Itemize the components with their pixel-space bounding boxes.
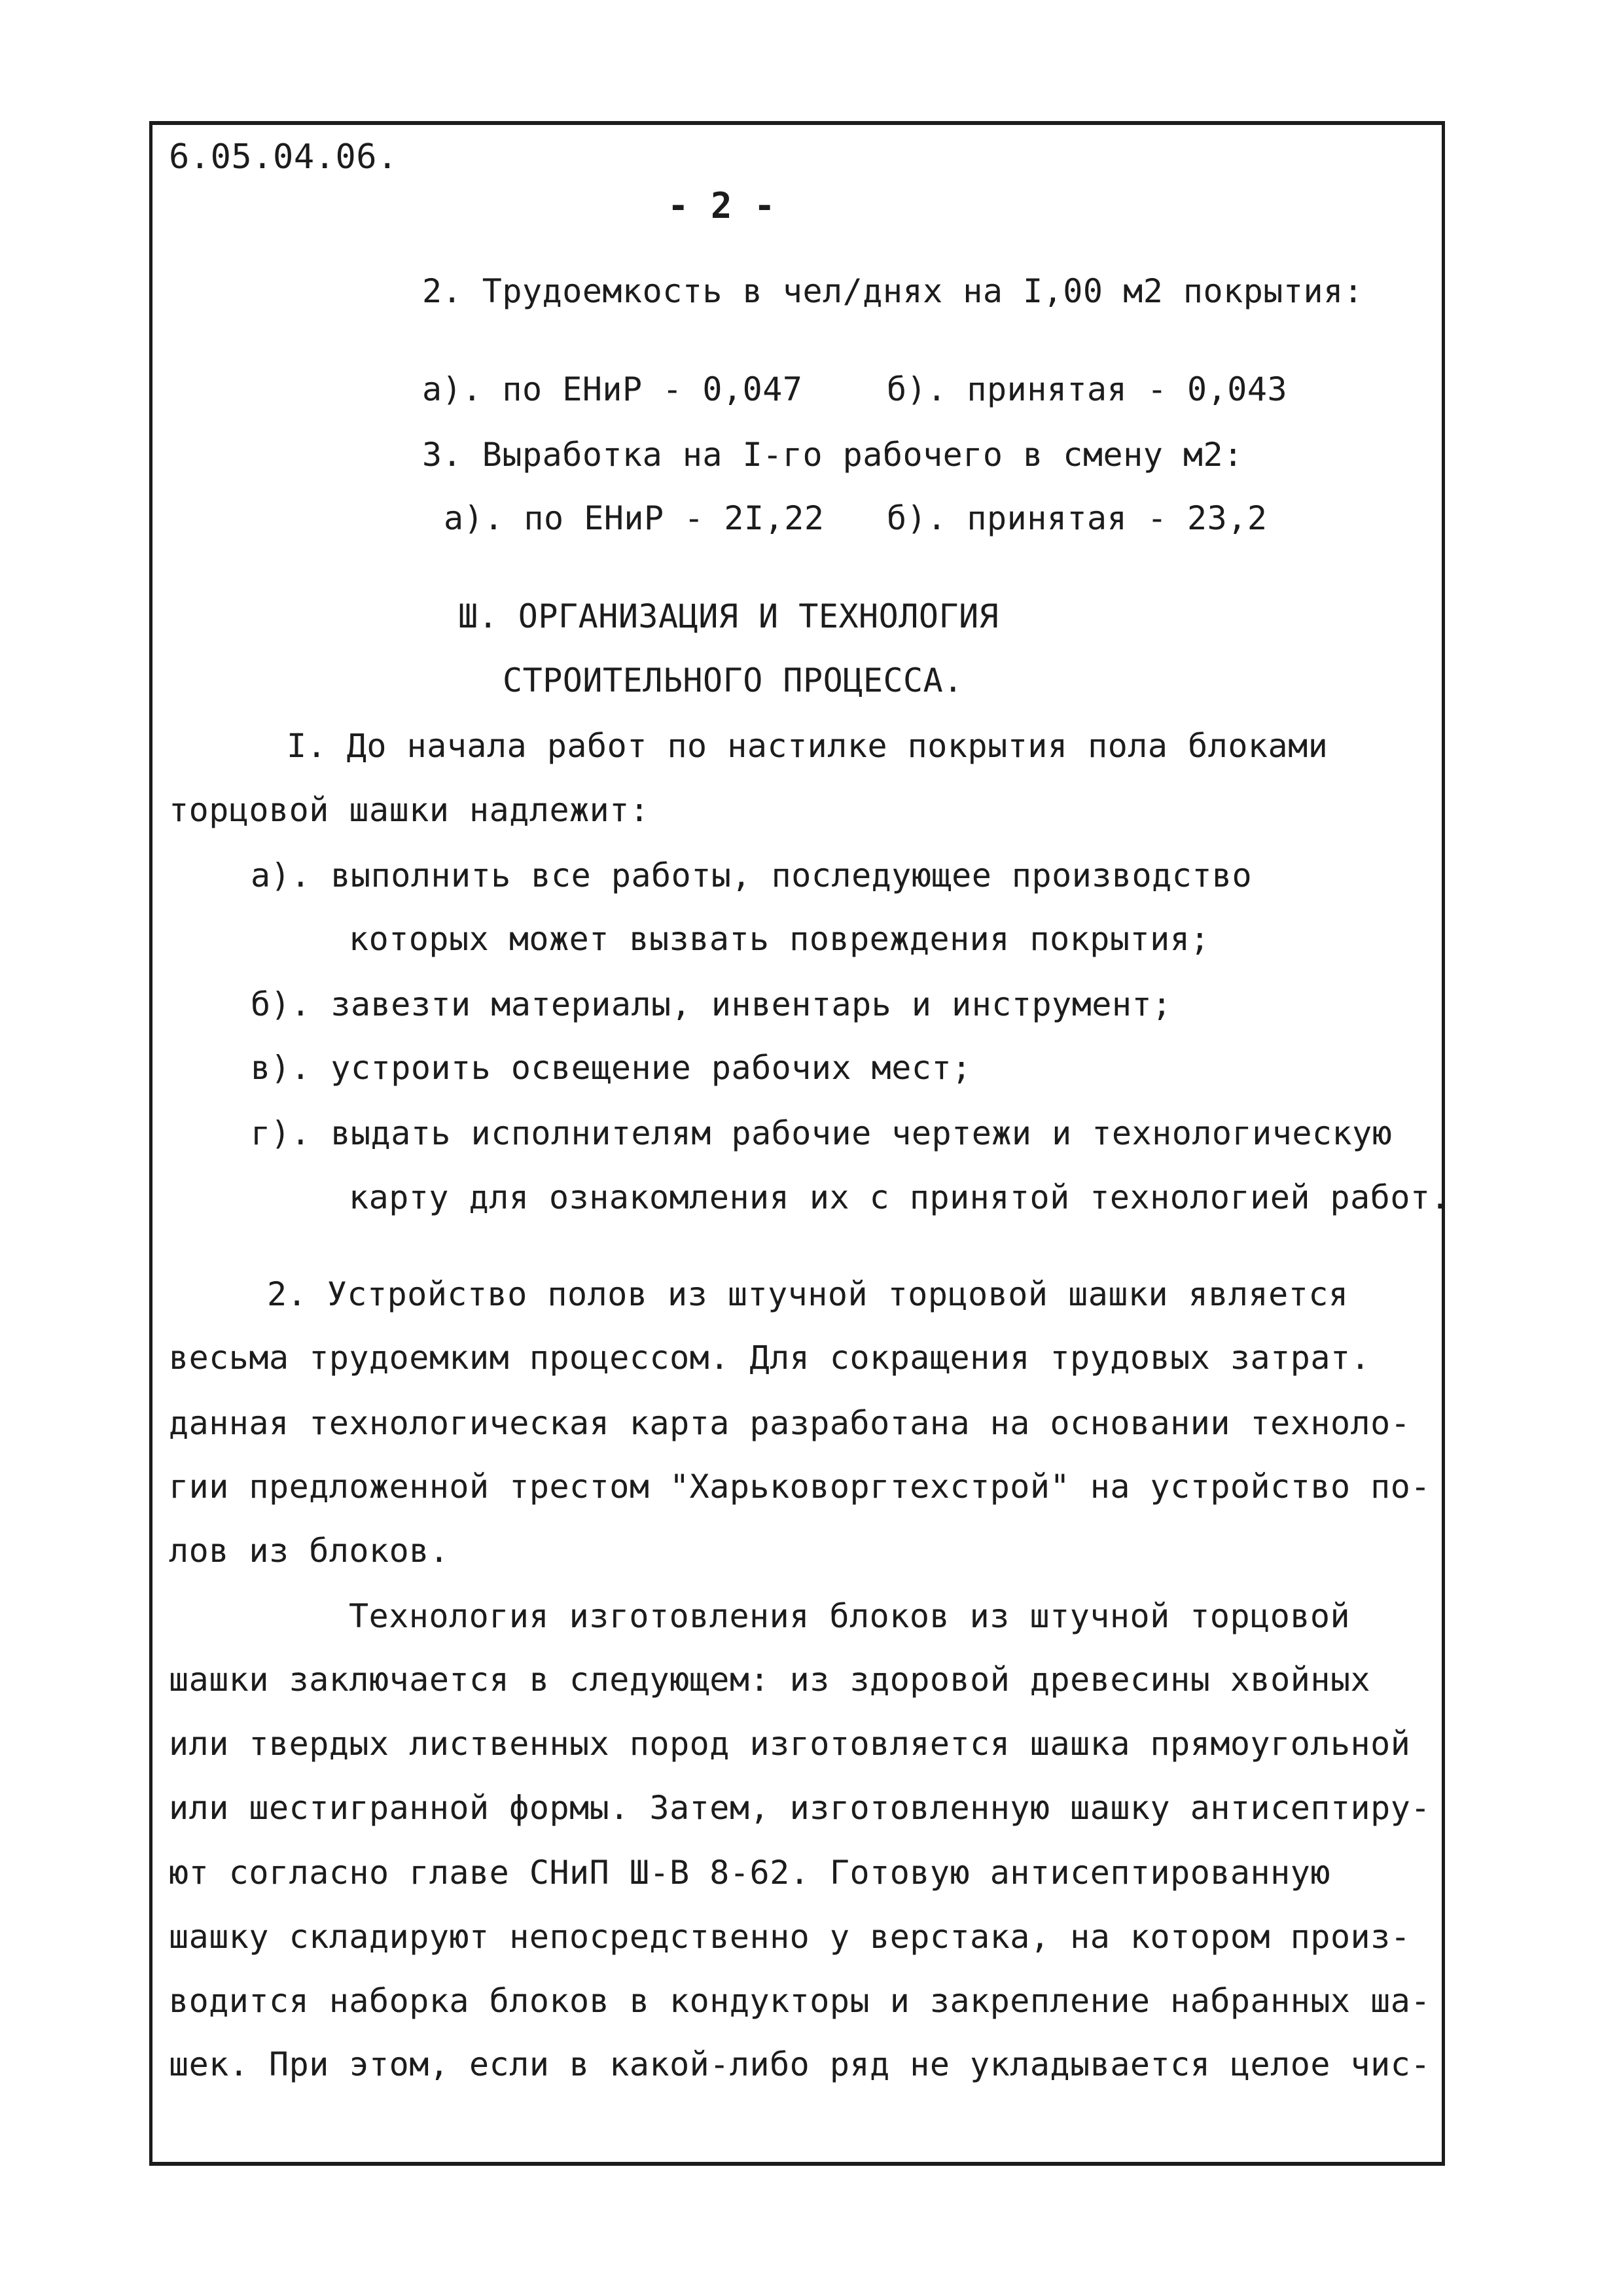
output-enir: а). по ЕНиР - 2I,22: [444, 499, 825, 537]
body-line: лов из блоков.: [169, 1532, 450, 1570]
body-line: шек. При этом, если в какой-либо ряд не укладывается целое чис-: [169, 2045, 1431, 2083]
body-line: а). выполнить все работы, последующее производство: [251, 857, 1253, 894]
page-number: - 2 -: [668, 185, 776, 226]
body-line: I. До начала работ по настилке покрытия пола блоками: [287, 727, 1329, 765]
chapter-title-line2: СТРОИТЕЛЬНОГО ПРОЦЕССА.: [503, 662, 963, 699]
labor-intensity-heading: 2. Трудоемкость в чел/днях на I,00 м2 покрытия:: [422, 272, 1364, 310]
body-line: г). выдать исполнителям рабочие чертежи и технологическую: [251, 1114, 1393, 1152]
body-line: весьма трудоемким процессом. Для сокращения трудовых затрат.: [169, 1339, 1371, 1377]
body-line: Технология изготовления блоков из штучной торцовой: [349, 1597, 1351, 1635]
body-line: или твердых лиственных пород изготовляется шашка прямоугольной: [169, 1725, 1411, 1763]
labor-intensity-enir: а). по ЕНиР - 0,047: [422, 370, 803, 408]
body-line: водится наборка блоков в кондукторы и закрепление набранных ша-: [169, 1982, 1431, 2020]
body-line: 2. Устройство полов из штучной торцовой шашки является: [267, 1275, 1349, 1313]
body-line: гии предложенной трестом "Харьковоргтехстрой" на устройство по-: [169, 1468, 1431, 1506]
body-line: шашку складируют непосредственно у верстака, на котором произ-: [169, 1918, 1411, 1956]
body-line: или шестигранной формы. Затем, изготовленную шашку антисептиру-: [169, 1789, 1431, 1827]
body-line: шашки заключается в следующем: из здоровой древесины хвойных: [169, 1661, 1371, 1699]
body-line: в). устроить освещение рабочих мест;: [251, 1049, 972, 1087]
body-line: которых может вызвать повреждения покрытия;: [349, 920, 1210, 958]
output-heading: 3. Выработка на I-го рабочего в смену м2:: [422, 436, 1243, 474]
document-number: 6.05.04.06.: [169, 137, 398, 177]
body-line: карту для ознакомления их с принятой технологией работ.: [349, 1178, 1451, 1216]
labor-intensity-accepted: б). принятая - 0,043: [887, 370, 1288, 408]
chapter-title-line1: Ш. ОРГАНИЗАЦИЯ И ТЕХНОЛОГИЯ: [458, 597, 999, 635]
body-line: торцовой шашки надлежит:: [169, 791, 650, 829]
output-accepted: б). принятая - 23,2: [887, 499, 1268, 537]
body-line: б). завезти материалы, инвентарь и инструмент;: [251, 985, 1172, 1023]
body-line: ют согласно главе СНиП Ш-В 8-62. Готовую антисептированную: [169, 1854, 1330, 1892]
body-line: данная технологическая карта разработана на основании техноло-: [169, 1404, 1411, 1442]
